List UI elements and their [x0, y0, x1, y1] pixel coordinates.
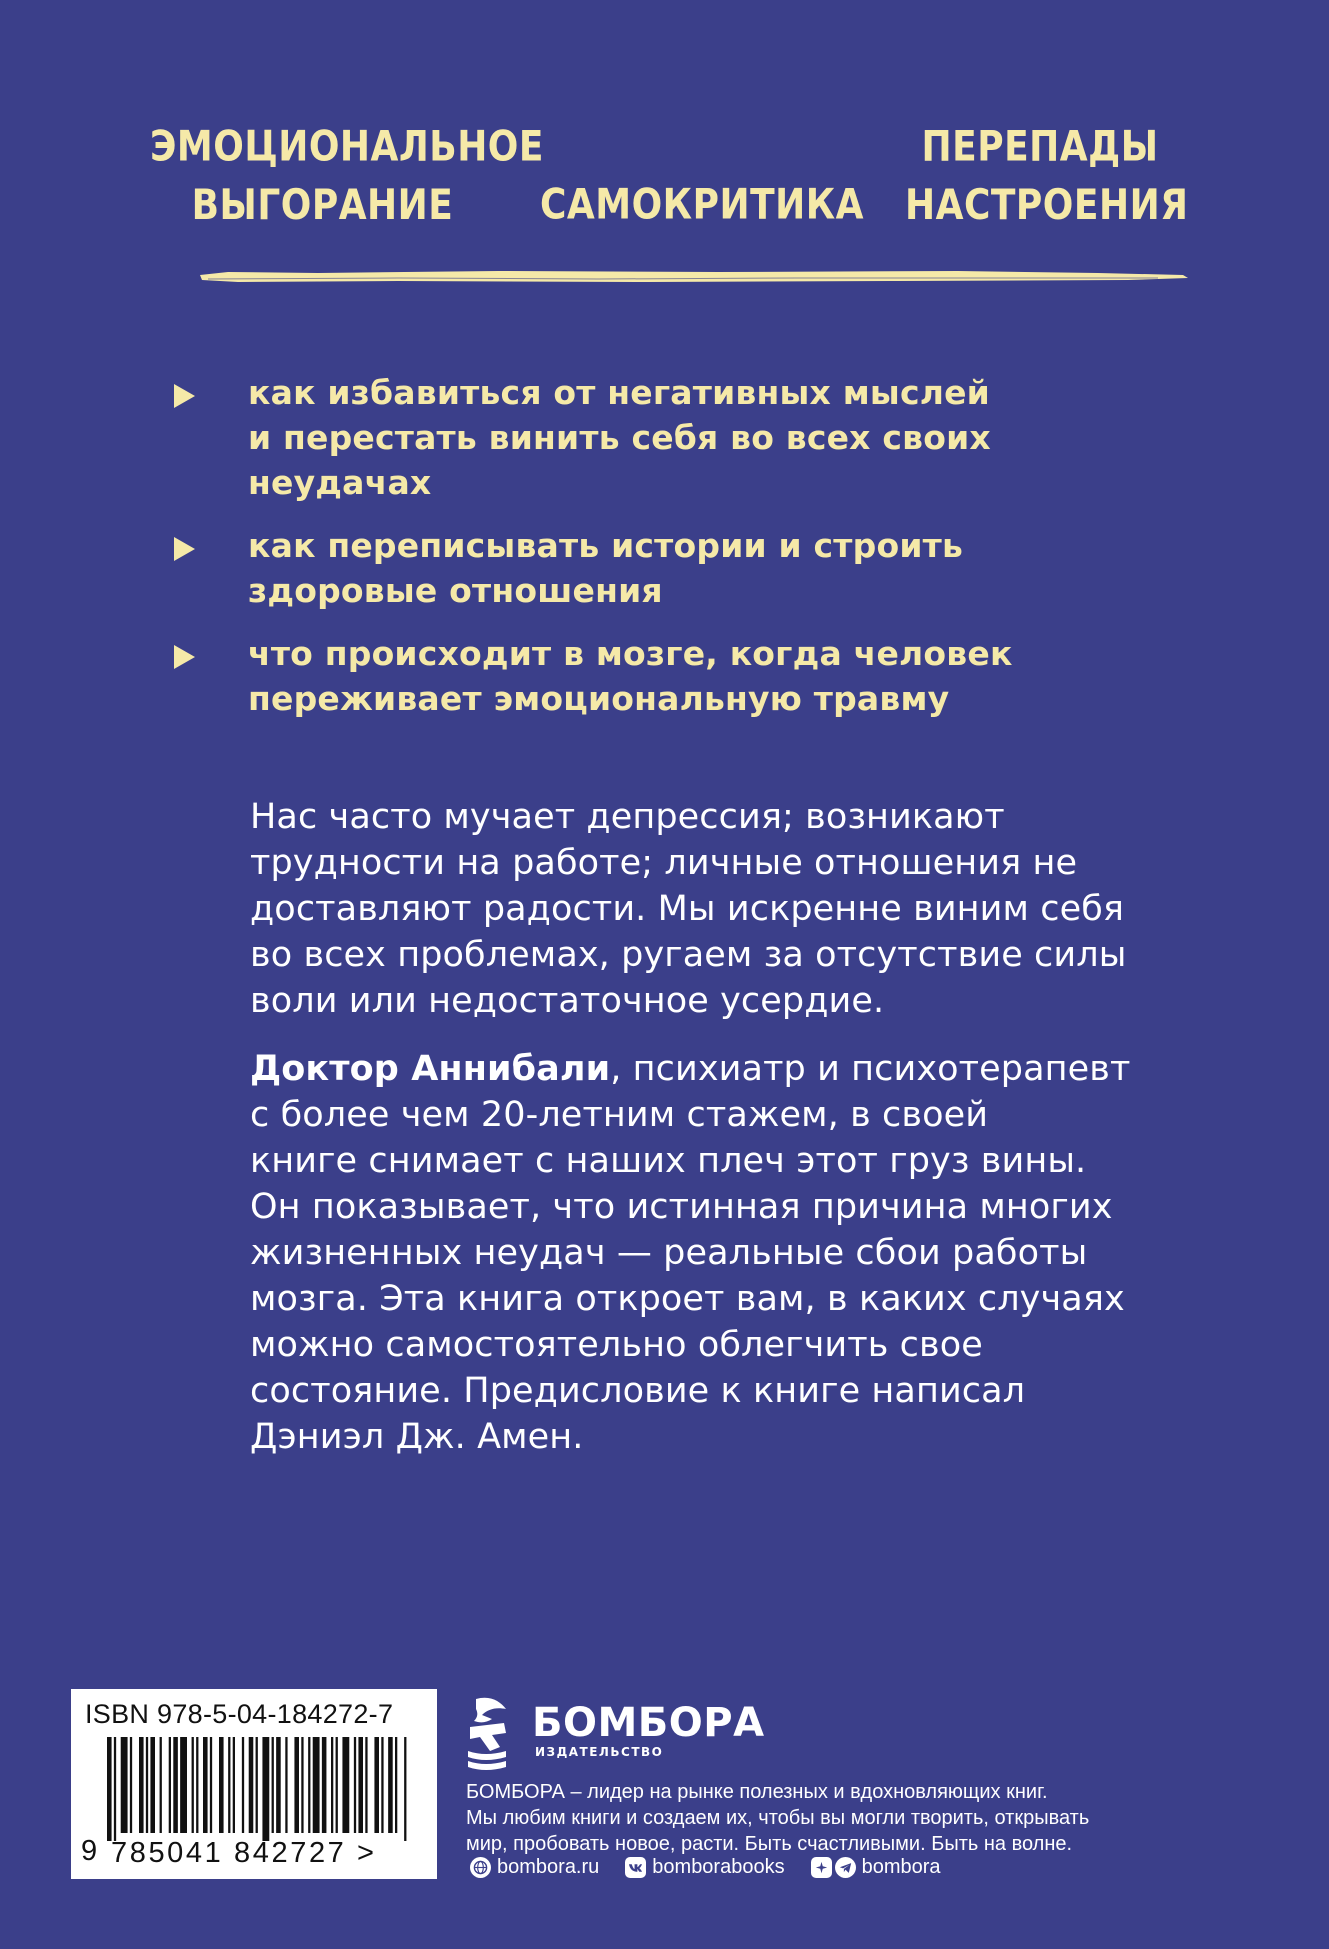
barcode-bar	[196, 1737, 198, 1833]
list-item	[170, 523, 1070, 613]
paragraph-line: жизненных неудач — реальные сбои работы	[250, 1233, 1088, 1273]
telegram-icon	[835, 1857, 856, 1878]
barcode-bar	[219, 1737, 224, 1833]
barcode-bar	[173, 1737, 178, 1833]
sparkle-icon	[811, 1857, 832, 1878]
paragraph-line: доставляют радости. Мы искренне виним себя	[250, 889, 1125, 929]
barcode-bar	[374, 1737, 379, 1833]
barcode-bar	[180, 1737, 187, 1833]
barcode-digits: 785041 842727 >	[111, 1837, 377, 1869]
paragraph-line: Нас часто мучает депрессия; возникают	[250, 797, 1005, 837]
topic-mood-swings	[905, 117, 1189, 235]
benefits-list	[170, 370, 1070, 739]
barcode-bar	[130, 1737, 132, 1833]
barcode-bar	[354, 1737, 356, 1833]
paragraph-line: воли или недостаточное усердие.	[250, 981, 885, 1021]
paragraph-line: мозга. Эта книга откроет вам, в каких случаях	[250, 1279, 1125, 1319]
barcode-bar	[308, 1737, 310, 1833]
barcode-bar	[336, 1737, 338, 1833]
barcode-bar	[169, 1737, 171, 1833]
list-item-line: как переписывать истории и строить	[248, 526, 964, 565]
barcode-bar	[203, 1737, 208, 1833]
list-item-line: как избавиться от негативных мыслей	[248, 373, 990, 412]
barcode-bar	[331, 1737, 333, 1833]
barcode-bar	[272, 1737, 274, 1833]
barcode-bar	[114, 1737, 116, 1841]
list-item-line: что происходит в мозге, когда человек	[248, 634, 1013, 673]
paragraph-line: можно самостоятельно облегчить свое	[250, 1325, 983, 1365]
paragraph-line: с более чем 20-летним стажем, в своей	[250, 1095, 989, 1135]
social-link-website[interactable]	[470, 1856, 599, 1879]
triangle-bullet-icon	[174, 645, 195, 669]
paragraph-line	[250, 1046, 1130, 1092]
triangle-bullet-icon	[174, 384, 195, 408]
description-paragraph-1	[250, 794, 1130, 1024]
list-item-text	[248, 370, 1070, 505]
list-item	[170, 370, 1070, 505]
publisher-description-line: БОМБОРА – лидер на рынке полезных и вдохновляющих книг.	[466, 1781, 1048, 1803]
barcode-bar	[301, 1737, 303, 1833]
list-item-line: и перестать винить себя во всех своих	[248, 418, 991, 457]
barcode-bar	[322, 1737, 327, 1833]
barcode-bar	[146, 1737, 148, 1833]
social-link-label: bombora.ru	[497, 1856, 600, 1878]
globe-icon	[470, 1857, 491, 1878]
topic-self-criticism	[540, 176, 864, 235]
list-item-text	[248, 523, 1070, 613]
list-item-line: здоровые отношения	[248, 571, 663, 610]
barcode-bar	[107, 1737, 112, 1841]
barcode-bar	[242, 1737, 244, 1833]
social-link-label: bomborabooks	[652, 1856, 785, 1878]
social-link-telegram[interactable]	[811, 1856, 941, 1879]
social-link-label: bombora	[861, 1856, 941, 1878]
topic-line: ЭМОЦИОНАЛЬНОЕ	[150, 122, 544, 171]
topic-line: ВЫГОРАНИЕ	[191, 181, 454, 230]
barcode-bar	[294, 1737, 299, 1833]
barcode-lead-digit: 9	[81, 1835, 98, 1867]
social-links	[470, 1856, 967, 1879]
barcode-bars	[107, 1737, 411, 1841]
barcode-bar	[404, 1737, 406, 1841]
barcode-bar	[285, 1737, 287, 1833]
isbn-barcode	[71, 1689, 437, 1879]
publisher-name: БОМБОРА	[532, 1700, 765, 1746]
barcode-bar	[160, 1737, 162, 1833]
barcode-bar	[121, 1737, 128, 1833]
triangle-bullet-icon	[174, 537, 195, 561]
barcode-bar	[342, 1737, 349, 1833]
list-item-text	[248, 631, 1070, 721]
publisher-description	[466, 1779, 1090, 1857]
barcode-bar	[262, 1737, 269, 1841]
isbn-number: ISBN 978-5-04-184272-7	[85, 1699, 394, 1729]
topic-line: НАСТРОЕНИЯ	[905, 181, 1189, 230]
topic-line: ПЕРЕПАДЫ	[921, 122, 1159, 171]
paragraph-line-rest: , психиатр и психотерапевт	[610, 1049, 1131, 1089]
vk-icon	[625, 1857, 646, 1878]
barcode-bar	[388, 1737, 393, 1833]
barcode-bar	[313, 1737, 320, 1833]
publisher-description-line: Мы любим книги и создаем их, чтобы вы могли творить, открывать	[466, 1807, 1090, 1829]
paragraph-line: состояние. Предисловие к книге написал	[250, 1371, 1026, 1411]
paragraph-line: Дэниэл Дж. Амен.	[250, 1417, 584, 1457]
publisher-description-line: мир, пробовать новое, расти. Быть счастливыми. Быть на волне.	[466, 1833, 1073, 1855]
barcode-bar	[276, 1737, 281, 1833]
paragraph-line: Он показывает, что истинная причина многих	[250, 1187, 1113, 1227]
author-name: Доктор Аннибали	[250, 1049, 611, 1089]
paragraph-line: во всех проблемах, ругаем за отсутствие силы	[250, 935, 1127, 975]
barcode-bar	[381, 1737, 383, 1833]
description-paragraph-2	[250, 1046, 1130, 1460]
barcode-bar	[358, 1737, 363, 1833]
list-item	[170, 631, 1070, 721]
barcode-bar	[365, 1737, 367, 1833]
barcode-bar	[249, 1737, 254, 1833]
list-item-line: неудачах	[248, 463, 432, 502]
publisher-subtitle: ИЗДАТЕЛЬСТВО	[535, 1745, 664, 1759]
paragraph-line: трудности на работе; личные отношения не	[250, 843, 1078, 883]
barcode-bar	[256, 1737, 258, 1833]
barcode-bar	[210, 1737, 212, 1833]
barcode-bar	[233, 1737, 235, 1833]
social-link-vk[interactable]	[625, 1856, 784, 1879]
barcode-bar	[139, 1737, 144, 1833]
topic-emotional-burnout	[150, 117, 544, 235]
topic-line: САМОКРИТИКА	[540, 180, 864, 230]
brush-stroke-divider	[198, 266, 1190, 288]
barcode-bar	[395, 1737, 397, 1833]
list-item-line: переживает эмоциональную травму	[248, 679, 950, 718]
barcode-bar	[192, 1737, 194, 1833]
barcode-bar	[150, 1737, 155, 1833]
paragraph-line: книге снимает с наших плеч этот груз вины.	[250, 1141, 1087, 1181]
barcode-bar	[228, 1737, 230, 1833]
